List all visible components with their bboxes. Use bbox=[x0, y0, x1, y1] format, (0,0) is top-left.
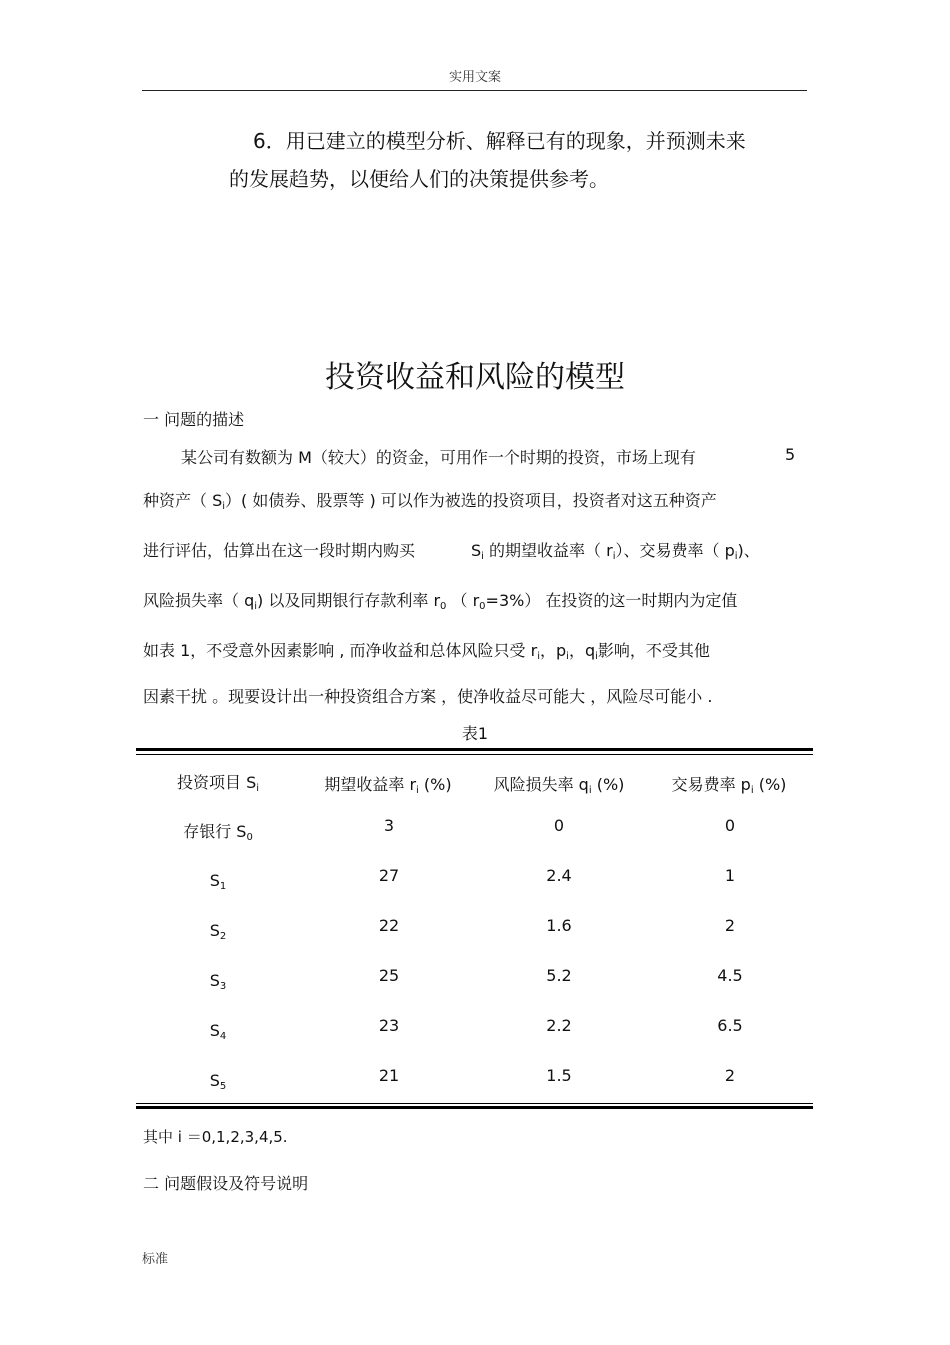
table-cell-risk: 2.2 bbox=[546, 1016, 572, 1035]
paragraph-line-1-number: 5 bbox=[785, 445, 796, 464]
header-unit: (%) bbox=[753, 775, 787, 794]
subscript: 3 bbox=[219, 981, 227, 992]
row-label-text: S bbox=[209, 921, 220, 940]
paragraph-text: ）、交易费率（ p bbox=[615, 541, 735, 560]
row-label-text: S bbox=[209, 871, 220, 890]
paragraph-text: ) 以及同期银行存款利率 r bbox=[257, 591, 441, 610]
table-cell-return: 21 bbox=[378, 1066, 400, 1085]
paragraph-line-3 bbox=[143, 538, 415, 561]
page-header: 实用文案 bbox=[448, 70, 501, 85]
table-cell-fee: 0 bbox=[724, 816, 736, 835]
table-row-label bbox=[210, 1021, 227, 1040]
header-divider bbox=[142, 90, 807, 91]
subscript: 0 bbox=[440, 601, 447, 612]
paragraph-text: 进行评估，估算出在这一段时期内购买 bbox=[143, 541, 416, 560]
table-row-label bbox=[210, 871, 227, 890]
table-cell-risk: 2.4 bbox=[546, 866, 572, 885]
header-text: 交易费率 p bbox=[671, 775, 751, 794]
subscript: 0 bbox=[479, 601, 486, 612]
subscript: i bbox=[481, 551, 484, 562]
table-cell-fee: 2 bbox=[724, 1066, 736, 1085]
subscript: i bbox=[222, 501, 226, 512]
paragraph-line-3-cont bbox=[471, 538, 760, 561]
subscript: i bbox=[537, 651, 540, 662]
row-label-text: S bbox=[209, 1021, 220, 1040]
table-bottom-rule-inner bbox=[136, 1103, 813, 1104]
paragraph-text: 某公司有数额为 M（较大）的资金，可用作一个时期的投资，市场上现有 bbox=[181, 448, 696, 467]
table-caption: 表1 bbox=[461, 724, 489, 743]
table-header-cell bbox=[494, 772, 625, 795]
paragraph-text: )、 bbox=[737, 541, 760, 560]
paragraph-text: 的期望收益率（ r bbox=[489, 541, 613, 560]
symbol: S bbox=[471, 541, 482, 560]
header-text: 期望收益率 r bbox=[324, 775, 417, 794]
table-header-cell bbox=[324, 772, 451, 795]
paragraph-line-2 bbox=[143, 488, 717, 511]
paragraph-text: 如表 1，不受意外因素影响 , 而净收益和总体风险只受 r bbox=[143, 641, 538, 660]
row-label-text: S bbox=[209, 971, 220, 990]
table-top-rule bbox=[136, 748, 813, 751]
table-row-label bbox=[210, 1071, 227, 1090]
subscript: i bbox=[595, 651, 598, 662]
table-cell-fee: 2 bbox=[724, 916, 736, 935]
table-bottom-rule bbox=[136, 1106, 813, 1109]
table-cell-fee: 4.5 bbox=[717, 966, 743, 985]
table-cell-return: 27 bbox=[378, 866, 400, 885]
paragraph-text: ，q bbox=[568, 641, 596, 660]
table-cell-return: 23 bbox=[378, 1016, 400, 1035]
section-heading-2: 二 问题假设及符号说明 bbox=[143, 1174, 309, 1193]
paragraph-text: 影响，不受其他 bbox=[597, 641, 710, 660]
document-title: 投资收益和风险的模型 bbox=[325, 360, 625, 395]
paragraph-text: 种资产（ S bbox=[143, 491, 223, 510]
subscript: 0 bbox=[246, 832, 253, 843]
subscript: i bbox=[750, 785, 754, 796]
table-cell-return: 25 bbox=[378, 966, 400, 985]
table-cell-fee: 1 bbox=[724, 866, 736, 885]
header-unit: (%) bbox=[591, 775, 625, 794]
table-cell-fee: 6.5 bbox=[717, 1016, 743, 1035]
table-cell-risk: 5.2 bbox=[546, 966, 572, 985]
header-text: 投资项目 S bbox=[176, 773, 257, 792]
paragraph-text: ）( 如债券、股票等 ) 可以作为被选的投资项目，投资者对这五种资产 bbox=[225, 491, 717, 510]
subscript: i bbox=[612, 551, 616, 562]
page-footer: 标准 bbox=[142, 1252, 169, 1267]
subscript: 2 bbox=[219, 931, 227, 942]
row-label-text: S bbox=[209, 1071, 220, 1090]
header-text: 风险损失率 q bbox=[493, 775, 589, 794]
subscript: i bbox=[566, 651, 569, 662]
paragraph-line-4 bbox=[143, 588, 737, 611]
table-cell-risk: 1.5 bbox=[546, 1066, 572, 1085]
paragraph-text: =3%） 在投资的这一时期内为定值 bbox=[485, 591, 738, 610]
paragraph-text: ，p bbox=[539, 641, 567, 660]
subscript: 1 bbox=[219, 881, 227, 892]
intro-line-2: 的发展趋势，以便给人们的决策提供参考。 bbox=[229, 167, 609, 191]
table-header-cell bbox=[672, 772, 787, 795]
subscript: i bbox=[256, 783, 260, 794]
table-row-label bbox=[210, 921, 227, 940]
table-note: 其中 i ＝0,1,2,3,4,5. bbox=[143, 1128, 288, 1146]
table-cell-return: 3 bbox=[383, 816, 395, 835]
paragraph-line-5 bbox=[143, 638, 710, 661]
subscript: i bbox=[416, 785, 419, 796]
table-header-cell bbox=[177, 770, 259, 793]
subscript: 5 bbox=[219, 1081, 227, 1092]
table-cell-risk: 1.6 bbox=[546, 916, 572, 935]
header-unit: (%) bbox=[418, 775, 452, 794]
table-row-label bbox=[183, 819, 253, 842]
subscript: i bbox=[734, 551, 738, 562]
subscript: i bbox=[588, 785, 592, 796]
table-cell-return: 22 bbox=[378, 916, 400, 935]
paragraph-text: 风险损失率（ q bbox=[143, 591, 255, 610]
table-top-rule-inner bbox=[136, 754, 813, 755]
intro-line-1: 6．用已建立的模型分析、解释已有的现象，并预测未来 bbox=[253, 129, 746, 153]
paragraph-line-6: 因素干扰 。现要设计出一种投资组合方案 ，使净收益尽可能大 ，风险尽可能小 . bbox=[143, 687, 713, 706]
row-label-text: 存银行 S bbox=[183, 822, 247, 841]
section-heading-1: 一 问题的描述 bbox=[143, 410, 245, 429]
paragraph-line-1 bbox=[181, 445, 696, 468]
subscript: 4 bbox=[219, 1031, 227, 1042]
table-cell-risk: 0 bbox=[553, 816, 565, 835]
subscript: i bbox=[254, 601, 258, 612]
paragraph-text: （ r bbox=[451, 591, 480, 610]
table-row-label bbox=[210, 971, 227, 990]
